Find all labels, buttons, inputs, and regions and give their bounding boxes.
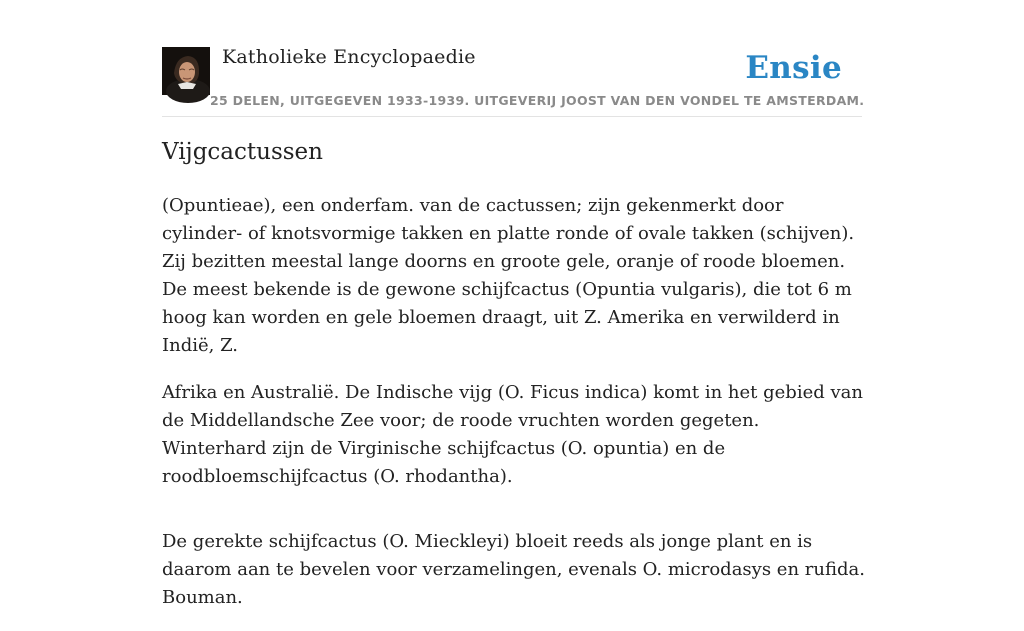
publication-header [162, 44, 865, 117]
article-paragraph: De gerekte schijfcactus (O. Mieckleyi) bloeit reeds als jonge plant en is daarom aan te bevelen voor verzamelingen, evenals O. microdasys en rufida. Bouman. [162, 531, 865, 608]
article-paragraph: Afrika en Australië. De Indische vijg (O. Ficus indica) komt in het gebied van de Middellandsche Zee voor; de roode vruchten worden gegeten. Winterhard zijn de Virginische schijfcactus (O. opuntia) en de roodbloemschijfcactus (O. rhodantha). [162, 382, 863, 487]
article-title: Vijgcactussen [162, 139, 323, 165]
article-body [162, 192, 866, 631]
portrait-avatar-icon[interactable] [162, 47, 210, 95]
publication-title[interactable]: Katholieke Encyclopaedie [222, 46, 476, 68]
publication-subtitle: 25 DELEN, UITGEGEVEN 1933-1939. UITGEVERIJ JOOST VAN DEN VONDEL TE AMSTERDAM. [210, 93, 865, 108]
article-paragraph: (Opuntieae), een onderfam. van de cactussen; zijn gekenmerkt door cylinder- of knotsvormige takken en platte ronde of ovale takken (schijven). Zij bezitten meestal lange doorns en groote gele, oranje of roode bloemen. De meest bekende is de gewone schijfcactus (Opuntia vulgaris), die tot 6 m hoog kan worden en gele bloemen draagt, uit Z. Amerika en verwilderd in Indië, Z. [162, 195, 855, 356]
brand-logo-link[interactable]: Ensie [745, 50, 842, 86]
portrait-svg [162, 47, 210, 95]
